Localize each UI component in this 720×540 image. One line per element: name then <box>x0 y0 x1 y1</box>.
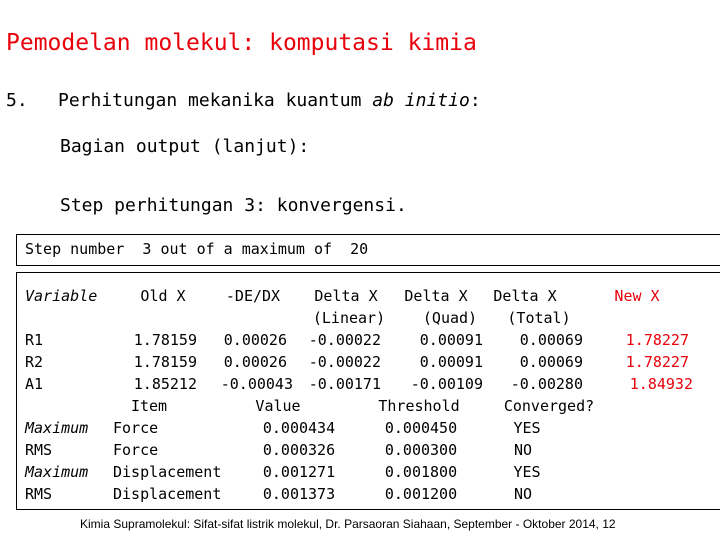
conv-header-value: Value <box>255 397 301 415</box>
var-de-dx: 0.00026 <box>223 331 287 349</box>
conv-header-converged: Converged? <box>503 397 595 415</box>
header-linear: (Linear) <box>312 309 386 327</box>
var-name: R2 <box>25 353 44 371</box>
conv-header-item: Item <box>130 397 168 415</box>
var-new-x: 1.84932 <box>629 375 693 393</box>
var-de-dx: 0.00026 <box>223 353 287 371</box>
header-delta-total: Delta X <box>493 287 557 305</box>
var-name: R1 <box>25 331 44 349</box>
conv-item: Displacement <box>113 485 222 503</box>
list-item-number: 5. <box>6 90 28 111</box>
conv-value: 0.000326 <box>262 441 336 459</box>
conv-converged: YES <box>513 419 541 437</box>
header-delta-quad: Delta X <box>404 287 468 305</box>
conv-threshold: 0.001800 <box>384 463 458 481</box>
var-new-x: 1.78227 <box>625 353 689 371</box>
var-new-x: 1.78227 <box>625 331 689 349</box>
header-new-x: New X <box>614 287 660 305</box>
conv-item: Displacement <box>113 463 222 481</box>
conv-item: Force <box>113 419 159 437</box>
header-de-dx: -DE/DX <box>225 287 281 305</box>
step-number-box <box>16 234 720 266</box>
var-de-dx: -0.00043 <box>220 375 293 393</box>
list-item-5 <box>6 90 481 111</box>
list-item-text: Perhitungan mekanika kuantum <box>58 90 373 111</box>
header-quad: (Quad) <box>422 309 478 327</box>
conv-kind: RMS <box>25 441 53 459</box>
conv-kind: Maximum <box>25 463 89 481</box>
output-table-box <box>16 272 720 510</box>
conv-converged: NO <box>513 485 533 503</box>
var-delta-linear: -0.00022 <box>308 331 381 349</box>
conv-header-threshold: Threshold <box>378 397 460 415</box>
conv-converged: YES <box>513 463 541 481</box>
conv-value: 0.001271 <box>262 463 336 481</box>
conv-threshold: 0.000300 <box>384 441 458 459</box>
var-delta-quad: -0.00109 <box>410 375 483 393</box>
var-delta-quad: 0.00091 <box>419 331 483 349</box>
header-delta-linear: Delta X <box>314 287 378 305</box>
conv-item: Force <box>113 441 159 459</box>
conv-threshold: 0.000450 <box>384 419 458 437</box>
list-item-colon: : <box>469 90 481 111</box>
step-number-line: Step number 3 out of a maximum of 20 <box>25 240 369 258</box>
list-item-italic-text: ab initio <box>372 90 470 111</box>
var-delta-total: -0.00280 <box>510 375 583 393</box>
header-total: (Total) <box>507 309 571 327</box>
var-delta-quad: 0.00091 <box>419 353 483 371</box>
var-name: A1 <box>25 375 44 393</box>
var-delta-total: 0.00069 <box>519 331 583 349</box>
var-delta-total: 0.00069 <box>519 353 583 371</box>
conv-value: 0.000434 <box>262 419 336 437</box>
var-old-x: 1.78159 <box>133 331 197 349</box>
subline-step-convergence: Step perhitungan 3: konvergensi. <box>60 195 407 216</box>
slide-title: Pemodelan molekul: komputasi kimia <box>6 30 477 56</box>
conv-threshold: 0.001200 <box>384 485 458 503</box>
var-delta-linear: -0.00022 <box>308 353 381 371</box>
subline-output-section: Bagian output (lanjut): <box>60 136 310 157</box>
conv-value: 0.001373 <box>262 485 336 503</box>
var-old-x: 1.78159 <box>133 353 197 371</box>
slide-footer: Kimia Supramolekul: Sifat-sifat listrik molekul, Dr. Parsaoran Siahaan, September - Oktober 2014, 12 <box>80 517 616 531</box>
conv-converged: NO <box>513 441 533 459</box>
header-variable: Variable <box>25 287 98 305</box>
var-delta-linear: -0.00171 <box>308 375 381 393</box>
var-old-x: 1.85212 <box>133 375 197 393</box>
conv-kind: RMS <box>25 485 53 503</box>
header-old-x: Old X <box>140 287 186 305</box>
conv-kind: Maximum <box>25 419 89 437</box>
